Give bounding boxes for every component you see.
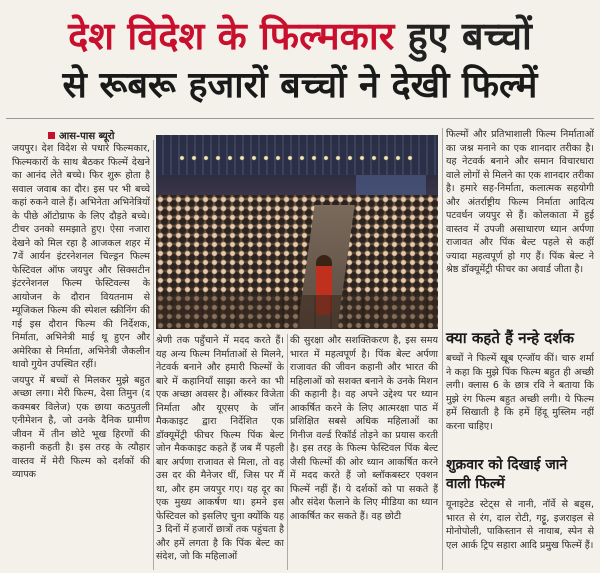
headline-line-2: से रूबरू हजारों बच्चों ने देखी फिल्में bbox=[62, 65, 538, 106]
byline-marker-icon bbox=[48, 132, 55, 139]
column-divider bbox=[153, 140, 154, 570]
headline-divider bbox=[6, 118, 594, 119]
article-column-5 bbox=[446, 352, 594, 454]
headline-line-1 bbox=[8, 14, 592, 58]
paragraph: फिल्मों और प्रतिभाशाली फिल्म निर्माताओं का जश्न मनाने का एक शानदार तरीका है। यह नेटवर्क बनाने और समान विचारधारा वाले लोगों से मिलने का एक शानदार तरीका है। हमारे सह-निर्माता, कलात्मक सहयोगी और अंतर्राष्ट्रीय फिल्म निर्माता आदित्य पटवर्धन जयपुर से हैं। कोलकाता में हुई वास्तव में उपजी असाधारण ध्यान अर्पणा राजावत और पिंक बेल्ट पहले से कहीं ज्यादा महत्वपूर्ण हो गए हैं। पिंक बेल्ट ने श्रेष्ठ डॉक्यूमेंट्री फीचर का अवार्ड जीता है। bbox=[446, 129, 594, 275]
photo-lights bbox=[176, 153, 416, 163]
headline-red-part: देश विदेश के फिल्मकार bbox=[68, 14, 395, 58]
article-column-2 bbox=[156, 334, 284, 570]
article-column-3 bbox=[290, 334, 438, 570]
column-divider bbox=[287, 334, 288, 570]
paragraph: बच्चों ने फिल्में खूब एन्जॉय कीं। चारु शर्मा ने कहा कि मुझे पिंक फिल्म बहुत ही अच्छी लगी। क्लास 6 के छात्र रवि ने बताया कि मुझे रंग फिल्म बहुत अच्छी लगी। ये फिल्म हमें सिखाती है कि हमें हिंदू मुस्लिम नहीं करना चाहिए। bbox=[446, 353, 594, 432]
paragraph: यूनाइटेड स्टेट्स से नानी, नॉर्वे से बड्स, भारत से रंग, दाल रोटी, गट्टू, इजराइल से मोनोपोली, पाकिस्तान से नायाब, स्पेन से एल आर्क ट्रिप सहारा आदि प्रमुख फिल्में हैं। bbox=[446, 499, 594, 551]
paragraph: जयपुर। देश विदेश से पधारे फिल्मकार, फिल्मकारों के साथ बैठकर फिल्में देखने का आनंद लेते बच्चे। फिर शुरू होता है सवाल जवाब का दौर। इस पर भी बच्चे कहां रुकने वाले हैं। अभिनेता अभिनेत्रियों के पीछे ऑटोग्राफ के लिए दौड़ते बच्चे। टीचर उनको समझाते हुए। ऐसा नजारा देखने को मिल रहा है आजकल शहर में 7वें आर्यन इंटरनेशनल चिल्ड्रन फिल्म फेस्टिवल ऑफ जयपुर और सिक्सटीन इंटरनेशनल फिल्म फेस्टिवल्स के आयोजन के दौरान वियतनाम से म्यूजिकल फिल्म की स्पेशल स्क्रीनिंग की गई इस दौरान फिल्म की निर्देशक, निर्माता, अभिनेत्री माई थू हुएन और अमेरिका से निर्माता, अभिनेत्री जैकलीन थावो गुयेन उपस्थित रहीं। bbox=[12, 143, 150, 370]
column-divider bbox=[442, 128, 443, 570]
event-photo bbox=[156, 135, 438, 329]
byline bbox=[48, 128, 114, 142]
article-column-4 bbox=[446, 128, 594, 308]
article-column-1 bbox=[12, 142, 150, 570]
subheading-friday-films: शुक्रवार को दिखाई जाने वाली फिल्में bbox=[446, 457, 568, 492]
subheading-young-viewers: क्या कहते हैं नन्हे दर्शक bbox=[446, 329, 574, 347]
paragraph: की सुरक्षा और सशक्तिकरण है, इस समय भारत में महत्वपूर्ण है। पिंक बेल्ट अर्पणा राजावत की जीवन कहानी और भारत की महिलाओं को सशक्त बनाने के उनके मिशन की कहानी है। वह अपने उद्देश्य पर ध्यान आकर्षित करने के लिए आत्मरक्षा पाठ में प्रशिक्षित सबसे अधिक महिलाओं का गिनीज वर्ल्ड रिकॉर्ड तोड़ने का प्रयास करती है। इस तरह के फिल्म फेस्टिवल पिंक बेल्ट जैसी फिल्मों की ओर ध्यान आकर्षित करने में मदद करते हैं जो ब्लॉकबस्टर एक्शन फिल्में नहीं हैं। ये दर्शकों को पा सकते हैं और संदेश फैलाने के लिए मीडिया का ध्यान आकर्षित कर सकते हैं। वह छोटी bbox=[290, 335, 438, 522]
photo-seats bbox=[156, 295, 438, 329]
headline-dark-part: हुए बच्चों bbox=[407, 14, 532, 58]
byline-text: आस-पास ब्यूरो bbox=[59, 131, 115, 142]
paragraph: जयपुर में बच्चों से मिलकर मुझे बहुत अच्छा लगा। मेरी फिल्म, देसा तिमुन (द कक्मबर विलेज) एक छाया कठपुतली एनीमेशन है, जो उनके दैनिक ग्रामीण जीवन में तीन छोटे भूख हिरणों की कहानी कहती है। इस तरह के त्यौहार वास्तव में मेरी फिल्म को दर्शकों की व्यापक bbox=[12, 374, 150, 480]
paragraph: श्रेणी तक पहुँचाने में मदद करते हैं। यह अन्य फिल्म निर्माताओं से मिलने, नेटवर्क बनाने और हमारी फिल्मों के बारे में कहानियाँ साझा करने का भी एक अच्छा अवसर है। ऑस्कर विजेता निर्माता और यूएसए के जॉन मैककाइट द्वारा निर्देशित एक डॉक्यूमेंट्री फीचर फिल्म पिंक बेल्ट जोन मैककाइट कहते हैं जब मैं पहली बार अर्पणा राजावत से मिला, तो वह उस दर की मैनेजर थीं, जिस पर मैं था, और हम जयपुर गए। यह दूर का एक मुख्य आकर्षण था। हमने इस फेस्टिवल को इसलिए चुना क्योंकि यह 3 दिनों में हजारों छात्रों तक पहुंचता है और हमें लगता है कि पिंक बेल्ट का संदेश, जो कि महिलाओं bbox=[156, 335, 284, 562]
article-column-6 bbox=[446, 498, 594, 570]
